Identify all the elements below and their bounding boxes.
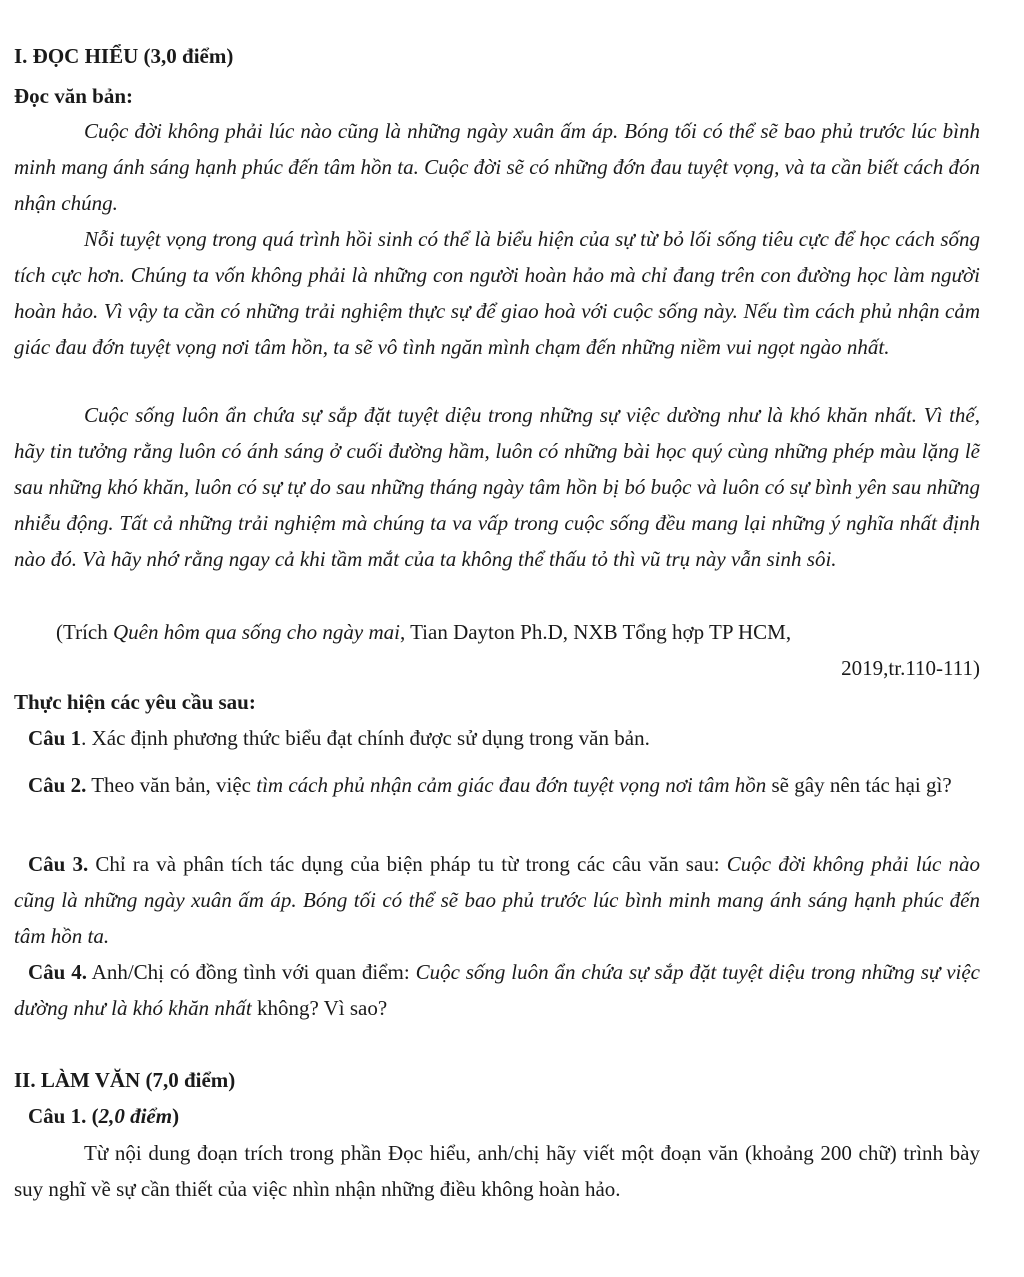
citation-book-title: Quên hôm qua sống cho ngày mai (112, 620, 400, 644)
task-label: Thực hiện các yêu cầu sau: (14, 690, 256, 714)
question-3-text: Chỉ ra và phân tích tác dụng của biện pháp tu từ trong các câu văn sau: (88, 852, 727, 876)
question-2-text-end: sẽ gây nên tác hại gì? (766, 773, 952, 797)
passage-paragraph-2: Nỗi tuyệt vọng trong quá trình hồi sinh có thể là biểu hiện của sự từ bỏ lối sống tiêu cực để học cách sống tích cực hơn. Chúng ta vốn không phải là những con người hoàn hảo mà chỉ đang trên con đường học làm người hoàn hảo. Vì vậy ta cần có những trải nghiệm thực sự để giao hoà với cuộc sống này. Nếu tìm cách phủ nhận cảm giác đau đớn tuyệt vọng nơi tâm hồn, ta sẽ vô tình ngăn mình chạm đến những niềm vui ngọt ngào nhất. (14, 227, 980, 359)
question-1 (14, 720, 980, 756)
question-3-quote: Cuộc đời không phải lúc nào cũng là những ngày xuân ấm áp. Bóng tối có thể sẽ bao phủ trước lúc bình minh mang ánh sáng hạnh phúc đến tâm hồn ta. (14, 852, 980, 948)
citation-rest: , Tian Dayton Ph.D, NXB Tổng hợp TP HCM, (399, 620, 792, 644)
question-1-text: . Xác định phương thức biểu đạt chính được sử dụng trong văn bản. (81, 726, 650, 750)
read-label: Đọc văn bản: (14, 84, 134, 108)
question-2 (14, 767, 980, 803)
question-3 (14, 846, 980, 954)
question-2-quote: tìm cách phủ nhận cảm giác đau đớn tuyệt vọng nơi tâm hồn (256, 773, 767, 797)
writing-question-1-heading (28, 1104, 994, 1129)
question-2-label: Câu 2. (28, 773, 87, 797)
question-2-text: Theo văn bản, việc (86, 773, 257, 797)
writing-question-1-label: Câu 1. ( (28, 1104, 99, 1128)
writing-heading: II. LÀM VĂN (7,0 điểm) (14, 1068, 236, 1092)
question-4-label: Câu 4. (28, 960, 87, 984)
question-3-label: Câu 3. (28, 852, 89, 876)
citation-line-1 (14, 614, 980, 650)
citation-line-2: 2019,tr.110-111) (841, 656, 980, 680)
writing-question-1-text: Từ nội dung đoạn trích trong phần Đọc hiểu, anh/chị hãy viết một đoạn văn (khoảng 200 chữ) trình bày suy nghĩ về sự cần thiết của việc nhìn nhận những điều không hoàn hảo. (14, 1141, 980, 1201)
citation-open: (Trích (56, 620, 113, 644)
citation (14, 614, 980, 686)
question-4-text: Anh/Chị có đồng tình với quan điểm: (86, 960, 416, 984)
question-4-text-end: không? Vì sao? (251, 996, 388, 1020)
passage-paragraph-1: Cuộc đời không phải lúc nào cũng là những ngày xuân ấm áp. Bóng tối có thể sẽ bao phủ trước lúc bình minh mang ánh sáng hạnh phúc đến tâm hồn ta. Cuộc đời sẽ có những đớn đau tuyệt vọng, và ta cần biết cách đón nhận chúng. (14, 119, 980, 215)
writing-question-1-close: ) (172, 1104, 180, 1128)
passage-paragraph-3: Cuộc sống luôn ẩn chứa sự sắp đặt tuyệt diệu trong những sự việc dường như là khó khăn nhất. Vì thế, hãy tin tưởng rằng luôn có ánh sáng ở cuối đường hầm, luôn có những bài học quý cùng những phép màu lặng lẽ sau những khó khăn, luôn có sự tự do sau những tháng ngày tâm hồn bị bó buộc và luôn có sự bình yên sau những nhiễu động. Tất cả những trải nghiệm mà chúng ta va vấp trong cuộc sống đều mang lại những ý nghĩa nhất định nào đó. Và hãy nhớ rằng ngay cả khi tầm mắt của ta không thể thấu tỏ thì vũ trụ này vẫn sinh sôi. (14, 403, 980, 571)
writing-question-1-score: 2,0 điểm (98, 1104, 173, 1128)
question-4-quote: Cuộc sống luôn ẩn chứa sự sắp đặt tuyệt diệu trong những sự việc dường như là khó khăn nhất (14, 960, 980, 1020)
question-1-label: Câu 1 (28, 726, 82, 750)
question-4 (14, 954, 980, 1026)
reading-heading: I. ĐỌC HIỂU (3,0 điểm) (14, 44, 234, 68)
